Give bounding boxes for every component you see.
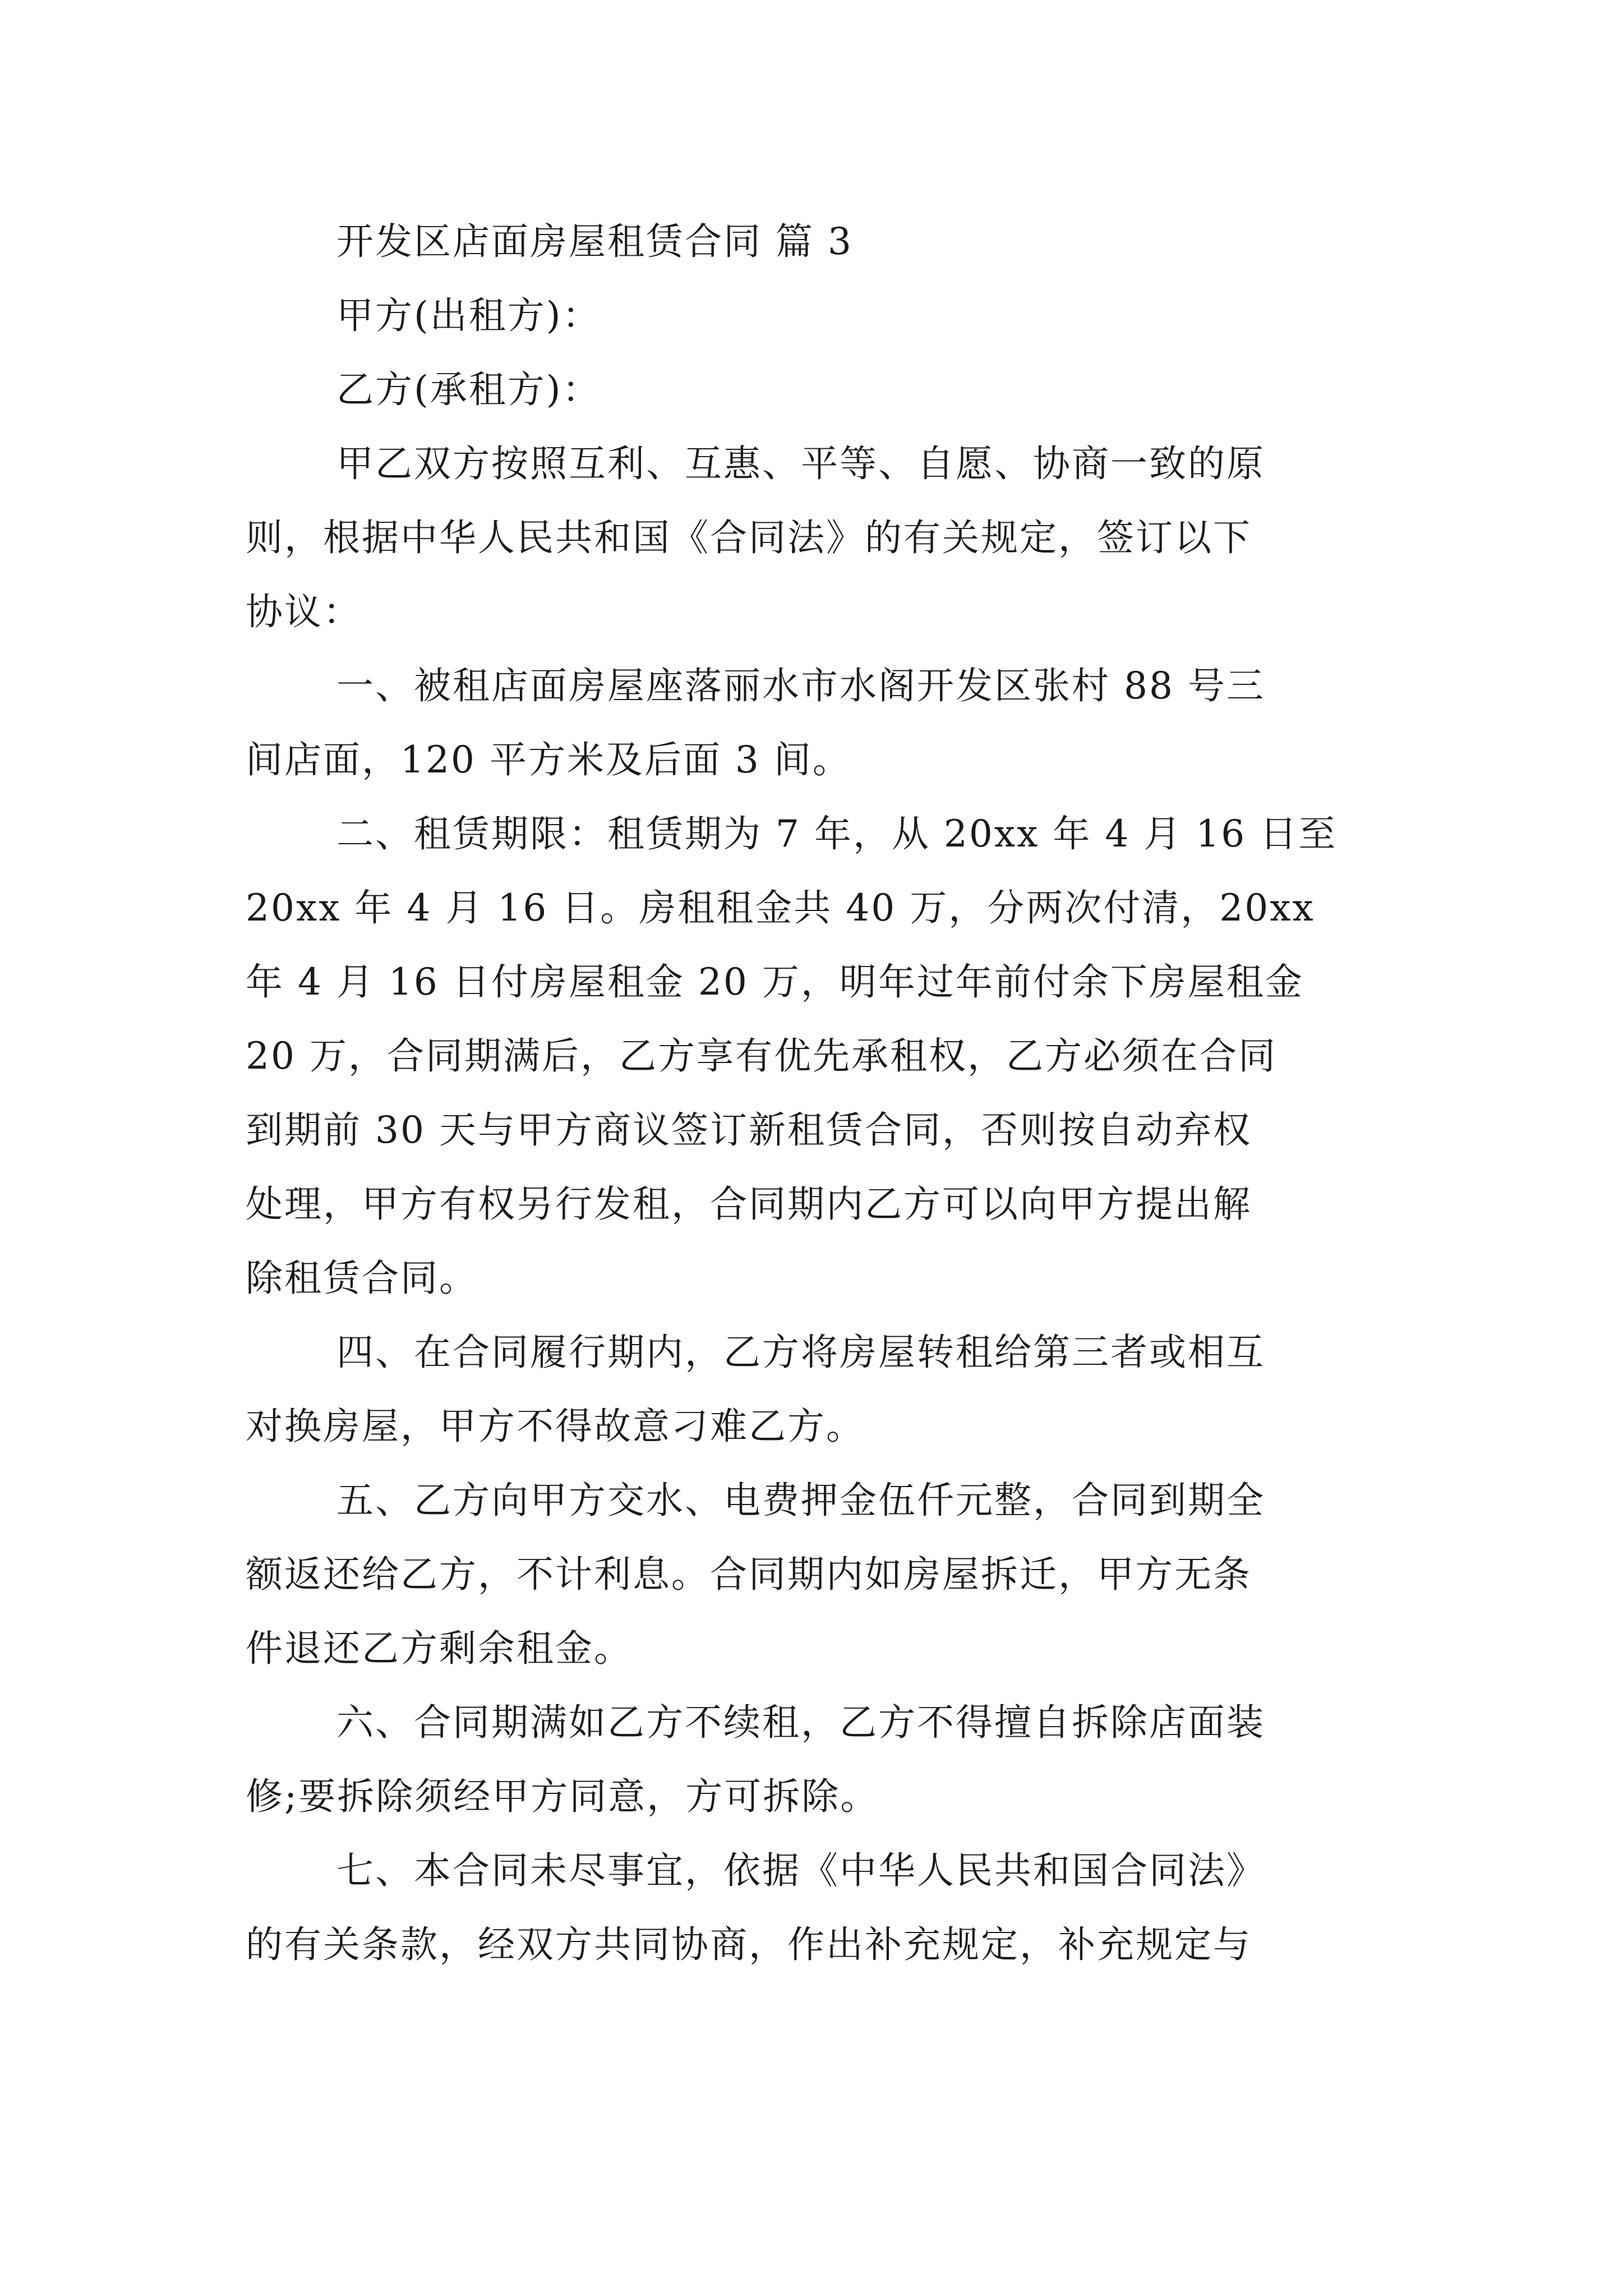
body-line: 修;要拆除须经甲方同意，方可拆除。 (246, 1775, 879, 1818)
body-line: 除租赁合同。 (246, 1257, 478, 1300)
body-line: 到期前 30 天与甲方商议签订新租赁合同，否则按自动弃权 (246, 1108, 1252, 1152)
body-line: 件退还乙方剩余租金。 (246, 1627, 633, 1670)
body-line: 协议： (246, 590, 362, 633)
document-title: 开发区店面房屋租赁合同 篇 3 (336, 220, 853, 263)
body-line: 六、合同期满如乙方不续租，乙方不得擅自拆除店面装 (336, 1701, 1265, 1744)
party-b-label: 乙方(承租方)： (336, 368, 601, 411)
body-line: 一、被租店面房屋座落丽水市水阁开发区张村 88 号三 (336, 664, 1265, 707)
body-line: 的有关条款，经双方共同协商，作出补充规定，补充规定与 (246, 1923, 1252, 1966)
body-line: 五、乙方向甲方交水、电费押金伍仟元整，合同到期全 (336, 1479, 1265, 1522)
party-a-label: 甲方(出租方)： (336, 294, 601, 337)
body-line: 额返还给乙方，不计利息。合同期内如房屋拆迁，甲方无条 (246, 1553, 1252, 1596)
body-line: 甲乙双方按照互利、互惠、平等、自愿、协商一致的原 (336, 442, 1265, 485)
body-line: 七、本合同未尽事宜，依据《中华人民共和国合同法》 (336, 1849, 1265, 1892)
body-line: 处理，甲方有权另行发租，合同期内乙方可以向甲方提出解 (246, 1182, 1252, 1226)
body-line: 年 4 月 16 日付房屋租金 20 万，明年过年前付余下房屋租金 (246, 960, 1304, 1004)
body-line: 对换房屋，甲方不得故意刁难乙方。 (246, 1405, 865, 1448)
body-line: 二、租赁期限：租赁期为 7 年，从 20xx 年 4 月 16 日至 (336, 812, 1338, 855)
body-line: 20 万，合同期满后，乙方享有优先承租权，乙方必须在合同 (246, 1034, 1277, 1078)
body-line: 四、在合同履行期内，乙方将房屋转租给第三者或相互 (336, 1331, 1265, 1374)
body-line: 20xx 年 4 月 16 日。房租租金共 40 万，分两次付清，20xx (246, 886, 1315, 930)
body-line: 则，根据中华人民共和国《合同法》的有关规定，签订以下 (246, 516, 1252, 559)
body-line: 间店面，120 平方米及后面 3 间。 (246, 738, 851, 781)
